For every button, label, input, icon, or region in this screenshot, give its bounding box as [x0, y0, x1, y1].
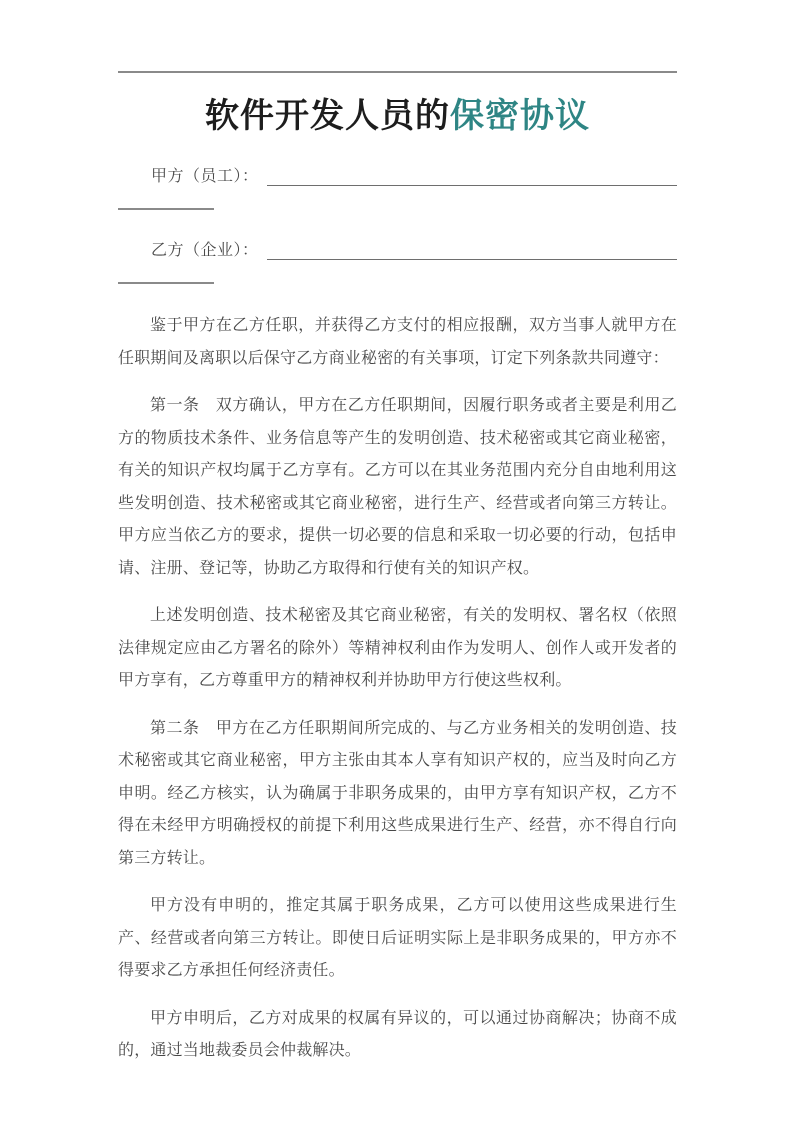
document-title — [118, 95, 677, 137]
paragraph-article-2-dispute: 甲方申明后，乙方对成果的权属有异议的，可以通过协商解决；协商不成的，通过当地裁委员会仲裁解决。 — [118, 1009, 677, 1059]
party-b-row — [118, 241, 677, 260]
party-a-fill-line — [267, 167, 677, 186]
paragraph-article-2: 第二条 甲方在乙方任职期间所完成的、与乙方业务相关的发明创造、技术秘密或其它商业秘密，甲方主张由其本人享有知识产权的，应当及时向乙方申明。经乙方核实，认为确属于非职务成果的，由甲方享有知识产权，乙方不得在未经甲方明确授权的前提下利用这些成果进行生产、经营，亦不得自行向第三方转让。 — [118, 719, 677, 867]
party-b-fill-line — [267, 241, 677, 260]
header-rule — [118, 71, 677, 73]
party-a-fill-line-continued — [118, 186, 214, 210]
agreement-body — [118, 310, 677, 1068]
party-b-label: 乙方（企业）： — [151, 242, 259, 259]
party-a-row — [118, 167, 677, 186]
paragraph-preamble: 鉴于甲方在乙方任职，并获得乙方支付的相应报酬，双方当事人就甲方在任职期间及离职以后保守乙方商业秘密的有关事项，订定下列条款共同遵守： — [118, 317, 677, 367]
party-a-block — [118, 167, 677, 210]
party-b-block — [118, 241, 677, 284]
title-accent-text: 保密协议 — [450, 97, 590, 135]
paragraph-article-2-presumption: 甲方没有申明的，推定其属于职务成果，乙方可以使用这些成果进行生产、经营或者向第三方转让。即使日后证明实际上是非职务成果的，甲方亦不得要求乙方承担任何经济责任。 — [118, 897, 677, 979]
paragraph-article-1-moral-rights: 上述发明创造、技术秘密及其它商业秘密，有关的发明权、署名权（依照法律规定应由乙方署名的除外）等精神权利由作为发明人、创作人或开发者的甲方享有，乙方尊重甲方的精神权利并协助甲方行使这些权利。 — [118, 607, 677, 689]
paragraph-article-1: 第一条 双方确认，甲方在乙方任职期间，因履行职务或者主要是利用乙方的物质技术条件、业务信息等产生的发明创造、技术秘密或其它商业秘密，有关的知识产权均属于乙方享有。乙方可以在其业务范围内充分自由地利用这些发明创造、技术秘密或其它商业秘密，进行生产、经营或者向第三方转让。甲方应当依乙方的要求，提供一切必要的信息和采取一切必要的行动，包括申请、注册、登记等，协助乙方取得和行使有关的知识产权。 — [118, 397, 677, 577]
party-b-fill-line-continued — [118, 260, 214, 284]
party-a-label: 甲方（员工）： — [151, 168, 259, 185]
title-main-text: 软件开发人员的 — [205, 97, 450, 135]
document-content — [118, 71, 677, 1068]
